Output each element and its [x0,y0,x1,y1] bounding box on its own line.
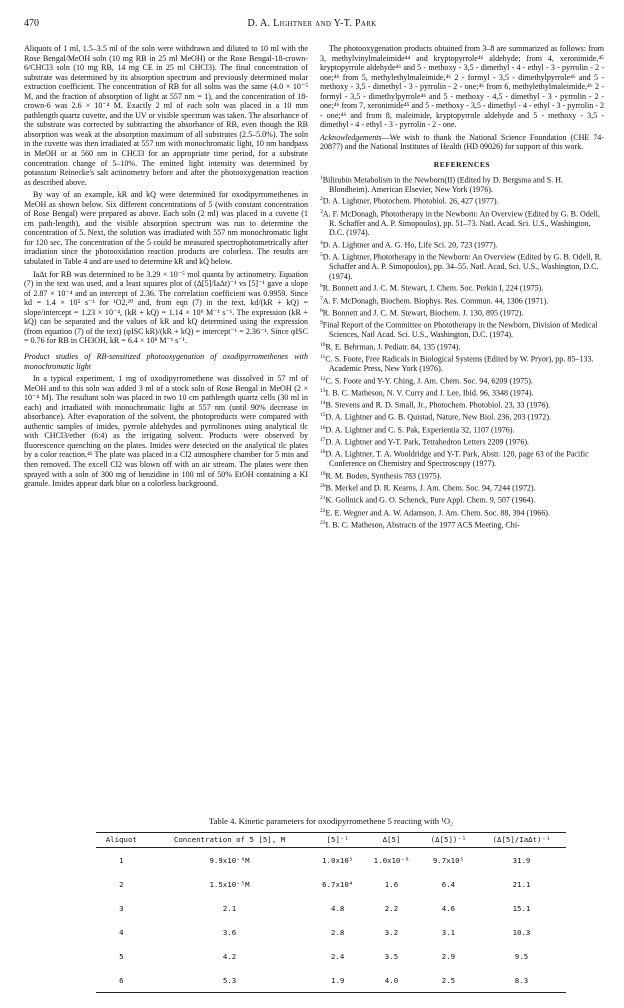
table-cell: 9.7x10⁵ [432,855,465,865]
reference-text: E. E. Wegner and A. W. Adamson, J. Am. Chem. Soc. 88, 394 (1966). [325,508,551,518]
table-cell: 2.1 [222,903,237,913]
table-cell: 9.9x10⁻⁶M [209,855,250,865]
table-header-cell: Aliquot [96,833,147,848]
table-cell: 6.7x10⁴ [322,879,354,889]
table-cell: 2.4 [331,951,345,961]
reference-text: I. B. C. Matheson, N. V. Curry and J. Lee, Ibid. 96, 3348 (1974). [325,388,534,398]
table-cell: 3.5 [384,951,399,961]
table-cell: 4.8 [331,903,345,913]
table-row [96,920,566,944]
table-cell: 1.5x10⁻⁵M [209,879,250,889]
reference-item [320,436,604,447]
reference-text: R. M. Boden, Synthesis 783 (1975). [325,471,442,481]
reference-number: 16 [320,424,326,431]
reference-text: D. A. Lightner, Phototherapy in the Newborn: An Overview (Edited by G. B. Odell, R. Schaffer and A. P. Simopoulos), pp. 34–55. Natl. Acad. Sci. U.S., Washington, D.C. (1974). [322,252,603,281]
reference-number: 23 [320,519,326,526]
table-cell: 1.6 [384,879,399,889]
reference-item [320,519,604,530]
body-paragraph: IaΔt for RB was determined to be 3.29 × 10⁻⁵ mol quanta by actinometry. Equation (7) in the text was used, and a least squares plot of (Δ[5]/IaΔt)⁻¹ vs [5]⁻¹ gave a slope of 2.87 × 10⁻⁴ and an intercept of 2.36. The correlation coefficient was 0.9959. Since kd = 1.4 × 10⁵ s⁻¹ for ¹O2,²⁰ and, from eqn (7) in the text, kd/(kR + kQ) = slope/intercept = 1.23 × 10⁻⁴, (kR + kQ) = 1.14 × 10⁹ M⁻¹ s⁻¹. The expression (kR + kQ) can be separated and the values of kR and kQ determined using the expression (from equation (7) of the text) (φISC kR)/(kR + kQ) = intercept⁻¹ = 2.36⁻¹. Since φISC = 0.76 for RB in CH3OH, kR = 6.4 × 10⁸ M⁻¹ s⁻¹. [24,269,308,346]
reference-text: D. A. Lightner and G. B. Quistad, Nature, New Biol. 236, 203 (1972). [325,413,552,423]
section-title: Product studies of RB-sensitized photooxygenation of oxodipyrromethenes with monochromatic light [24,351,308,371]
reference-number: 6 [320,283,323,290]
left-column [24,44,308,492]
running-title: D. A. Lightner and Y-T. Park [247,18,377,29]
reference-item [320,375,604,386]
reference-item [320,319,604,340]
reference-text: R. Bonnett and J. C. M. Stewart, J. Chem. Soc. Perkin I, 224 (1975). [322,284,544,294]
reference-number: 20 [320,483,326,490]
kinetic-table [96,832,566,993]
reference-item [320,208,604,238]
table-cell: 3.1 [441,927,456,937]
reference-number: 10 [320,341,326,348]
reference-number: 21 [320,495,326,502]
reference-number: 15 [320,412,326,419]
table-cell: 15.1 [512,903,531,913]
table-cell: 4.0 [363,968,420,993]
reference-text: D. A. Lightner and C. S. Pak, Experientia 32, 1107 (1976). [325,425,515,435]
table-4 [96,816,566,993]
table-header-cell: Concentration of 5 [5], M [147,833,313,848]
reference-number: 8 [320,307,323,314]
reference-text: C. S. Foote, Free Radicals in Biological Systems (Edited by W. Pryor), pp. 85–133. Academic Press, New York (1976). [325,354,594,374]
table-row [96,848,566,873]
body-paragraph: By way of an example, kR and kQ were determined for oxodipyrromethenes in MeOH as shown below. Six different concentrations of 5 (with constant concentration of Rose Bengal) were prepared as above. Each soln (2 ml) was placed in a cuvette (1 cm path-length), and the visible absorption spectrum was run to determine the concentration of 5. Next, the solution was irradiated with 557 nm monochromatic light for 120 sec. The concentration of the 5 could be measured spectrophotometrically after irradiation since the photooxidation reaction products are colorless. The results are tabulated in Table 4 and are used to determine kR and kQ below. [24,190,308,267]
table-cell: 1 [119,855,124,865]
table-header-cell: (Δ[5]/IaΔt)⁻¹ [477,833,566,848]
reference-item [320,387,604,398]
table-cell: 3 [119,903,124,913]
reference-number: 19 [320,470,326,477]
table-cell: 2 [119,879,124,889]
reference-text: R. Bonnett and J. C. M. Stewart, Biochem. J. 130, 895 (1972). [322,308,524,318]
reference-item [320,482,604,493]
reference-text: Final Report of the Committee on Phototherapy in the Newborn, Division of Medical Sciences, Natl Acad. Sci. U.S., Washington, D.C. (1974). [322,320,598,340]
reference-number: 12 [320,375,326,382]
reference-number: 4 [320,239,323,246]
table-cell: 2.9 [441,951,456,961]
table-cell: 3.2 [384,927,399,937]
table-cell: 10.3 [512,927,531,937]
table-cell: 6.4 [441,879,456,889]
reference-item [320,399,604,410]
references-heading: REFERENCES [433,160,491,170]
reference-number: 2 [320,196,323,203]
reference-number: 9 [320,320,323,327]
references-list [320,174,604,530]
reference-text: B. Merkel and D. R. Kearns, J. Am. Chem. Soc. 94, 7244 (1972). [325,483,536,493]
table-row [96,872,566,896]
reference-item [320,307,604,318]
body-paragraph: The photooxygenation products obtained from 3–8 are summarized as follows: from 3, methylvinylmaleimide⁴⁴ and kryptopyrrole⁴⁶ aldehyde; from 4, xeronimide,⁴⁵ kryptopyrrole aldehyde⁴⁶ and 5 - methoxy - 3,5 - dimethyl - 4 - ethyl - 3 - pyrrolin - 2 - one;⁴⁶ from 5, methylethylmaleimide,⁴⁶ 2 - formyl - 3,5 - dimethylpyrrole⁴⁶ and 5 - methoxy - 3,5 - dimethyl - 3 - pyrrolin - 2 - one;⁴⁶ from 6, methylethylmaleimide,⁴⁶ 2 - formyl - 3,5 - dimethylpyrrole⁴⁶ and 5 - methoxy - 4,5 - dimethyl - 3 - pyrrolin - 2 - one;⁴⁶ from 7, xeronimide⁴⁵ and 5 - methoxy - 3,5 - dimethyl - 4 - ethyl - 3 - pyrrolin - 2 - one;⁴⁶ and from 8, maleimide, kryptopyrrole aldehyde and 5 - methoxy - 3,5 - dimethyl - 4 - ethyl - 3 - pyrrolin - 2 - one. [320,44,604,130]
table-cell: 1.9 [312,968,363,993]
reference-text: D. A. Lightner and Y-T. Park, Tetrahedron Letters 2209 (1976). [325,437,530,447]
table-row [96,944,566,968]
reference-item [320,470,604,481]
reference-item [320,411,604,422]
reference-number: 11 [320,354,326,361]
table-caption: Table 4. Kinetic parameters for oxodipyrromethene 5 reacting with ¹O₂ [208,816,454,826]
table-cell: 1.0x10⁵ [322,855,354,865]
reference-item [320,282,604,293]
reference-text: D. A. Lightner, T. A. Wooldridge and Y-T. Park, Abstr. 120, page 63 of the Pacific Conference on Chemistry and Spectroscopy (1977). [325,449,589,469]
reference-number: 17 [320,436,326,443]
table-cell: 5.3 [147,968,313,993]
table-cell: 21.1 [512,879,531,889]
table-header-cell: [5]⁻¹ [312,833,363,848]
reference-text: R. E. Behrman, J. Pediatr. 84, 135 (1974). [325,342,461,352]
table-cell: 8.3 [477,968,566,993]
table-cell: 5 [119,951,124,961]
reference-item [320,448,604,469]
reference-text: A. F. McDonagh, Phototherapy in the Newborn: An Overview (Edited by G. B. Odell, R. Schaffer and A. P. Simopoulos), pp. 51–73. Natl. Acad. Sci. U.S., Washington, D.C. (1974). [322,209,600,238]
reference-text: C. S. Foote and Y-Y. Ching, J. Am. Chem. Soc. 94, 6209 (1975). [325,376,533,386]
table-cell: 1.0x10⁻⁶ [373,855,410,865]
reference-number: 1 [320,174,323,181]
table-cell: 4.6 [441,903,456,913]
right-column [320,44,604,531]
reference-item [320,239,604,250]
table-header-cell: (Δ[5])⁻¹ [420,833,477,848]
reference-text: I. B. C. Matheson, Abstracts of the 1977 ACS Meeting, Chi- [325,520,520,530]
page-header [24,18,600,32]
table-cell: 2.2 [384,903,399,913]
acknowledgements [320,133,604,152]
reference-item [320,251,604,281]
table-cell: 2.5 [420,968,477,993]
reference-text: Bilirubin Metabolism in the Newborn(II) (Edited by D. Bergsma and S. H. Blondheim). American Elsevier, New York (1976). [322,175,564,194]
reference-text: D. A. Lightner, Photochem. Photobiol. 26, 427 (1977). [322,197,499,206]
reference-text: A. F. McDonagh, Biochem. Biophys. Res. Commun. 44, 1306 (1971). [322,296,549,306]
table-header-row [96,833,566,848]
table-cell: 31.9 [512,855,531,865]
table-cell: 3.6 [222,927,237,937]
reference-text: D. A. Lightner and A. G. Ho, Life Sci. 20, 723 (1977). [322,240,498,250]
reference-number: 7 [320,295,323,302]
reference-number: 3 [320,208,323,215]
table-cell: 4 [119,927,124,937]
reference-number: 18 [320,449,326,456]
reference-item [320,174,604,195]
table-header-cell: Δ[5] [363,833,420,848]
reference-number: 13 [320,388,326,395]
reference-item [320,341,604,352]
reference-text: B. Stevens and R. D. Small, Jr., Photochem. Photobiol. 23, 33 (1976). [325,400,551,410]
reference-item [320,295,604,306]
table-cell: 9.5 [514,951,529,961]
reference-text: K. Gollnick and G. O. Schenck, Pure Appl. Chem. 9, 507 (1964). [325,495,536,505]
page-number: 470 [24,18,39,29]
reference-item [320,494,604,505]
table-cell: 6 [96,968,147,993]
body-paragraph: Aliquots of 1 ml, 1.5–3.5 ml of the soln were withdrawn and diluted to 10 ml with the Rose Bengal/MeOH soln (10 mg RB in 25 ml MeOH) or the Rose Bengal-18-crown-6/CHCl3 soln (10 mg RB, 14 mg CE in 25 ml CHCl3). The final concentration of substrate was determined by its absorption spectrum and previously determined molar extraction coefficient. The concentration of RB for all solns was the same (4.0 × 10⁻⁵ M, and the fraction of absorption of light at 557 nm = 1), and the concentration of 18-crown-6 was 2.6 × 10⁻⁴ M. Exactly 2 ml of each soln was placed in a 10 mm pathlength quartz cuvette, and the UV or visible spectrum was taken. The absorbance of the substrate was corrected by subtracting the absorbance of RB, even though the RB absorption was weak at the absorption maximum of all substrates (2.5–5.0%). The soln in the cuvette was then irradiated at 557 nm with monochromatic light, 10 nm bandpass in MeOH or at 560 nm in CHCl3 for an appropriate time period, for a substrate concentration change of 5–10%. The emitted light intensity was determined by potassium Reinecke's salt actinometry before and after the photooxygenation reaction as described above. [24,44,308,187]
acknowledgements-label: Acknowledgements [320,132,382,142]
acknowledgements-text: —We wish to thank the National Science Foundation (CHE 74-20877) and the National Institutes of Health (HD 09026) for support of this work. [320,132,604,152]
reference-item [320,507,604,518]
table-cell: 2.8 [331,927,345,937]
table-row [96,896,566,920]
reference-number: 5 [320,252,323,259]
reference-number: 14 [320,400,326,407]
body-paragraph: In a typical experiment, 1 mg of oxodipyrromethene was dissolved in 57 ml of MeOH and to this soln was added 3 ml of a stock soln of Rose Bengal in MeOH (2 × 10⁻⁴ M). The resultant soln was placed in two 10 cm pathlength quartz cells (30 ml in each) and irradiated with monochromatic light at 557 nm (until 90% decrease in absorbance). After evaporation of the solvent, the photoproducts were compared with authentic samples of imides, pyrrole aldehydes and pyrrolinones using analytical tlc with CHCl3/ether (6:4) as the irrigating solvent. Products were observed by fluorescence quenching on the plates. Imides were detected on the analytical tlc plates by a color reaction.⁴¹ The plate was placed in a Cl2 atmosphere chamber for 5 min and then removed. The excell Cl2 was blown off with an air stream. The plates were then sprayed with a soln of 300 mg of benzidine in 100 ml of 50% EtOH containing a KI granule. Imides appear dark blue on a colorless background. [24,374,308,489]
reference-item [320,195,604,206]
table-cell: 4.2 [222,951,237,961]
reference-number: 22 [320,507,326,514]
table-row [96,968,566,993]
reference-item [320,353,604,374]
reference-item [320,424,604,435]
